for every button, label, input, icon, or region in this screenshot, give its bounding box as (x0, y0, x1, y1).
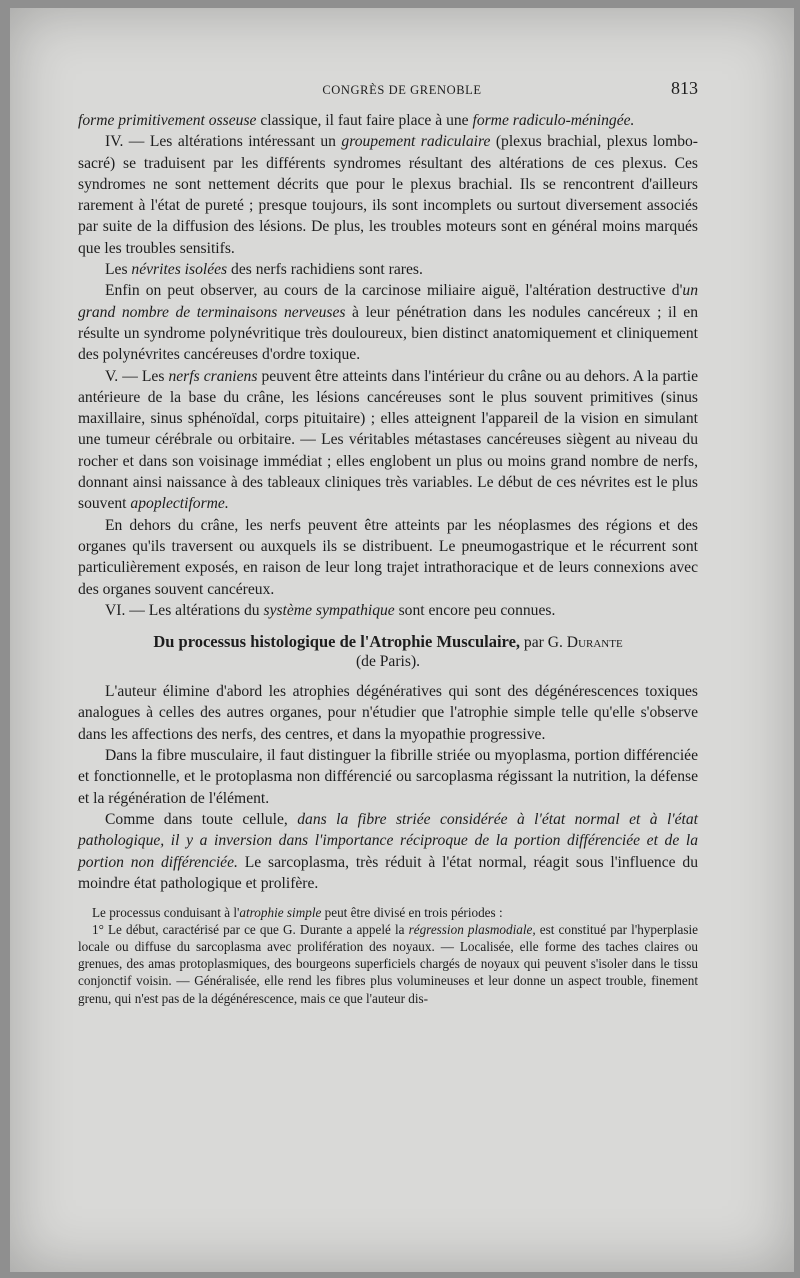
italic-phrase: groupement radiculaire (341, 133, 491, 151)
text-run: IV. — Les altérations intéressant un (105, 133, 342, 151)
text-run: peuvent être atteints dans l'intérieur du crâne ou au dehors. A la partie antérieure de la base du crâne, les lésions cancéreuses sont le plus souvent primitives (sinus maxillaire, sinus sphénoïdal, corps pituitaire) ; elles atteignent l'appareil de la vision en simulant une tumeur cérébrale ou orbitaire. — Les véritables métastases cancéreuses siègent au niveau du rocher et dans son voisinage immédiat ; elles englobent un plus ou moins grand nombre de nerfs, donnant ainsi naissance à des tableaux cliniques très variables. Le début de ces névrites est le plus souvent (78, 367, 698, 513)
paragraph (78, 809, 698, 894)
italic-phrase: un grand nombre de terminaisons nerveuses (78, 282, 698, 321)
text-run: VI. — Les altérations du (105, 601, 264, 619)
page-number: 813 (671, 78, 698, 98)
italic-phrase: système sympathique (263, 601, 395, 619)
paragraph: Dans la fibre musculaire, il faut distinguer la fibrille striée ou myoplasma, portion différenciée et fonctionnelle, et le protoplasma non différencié ou sarcoplasma régissant la nutrition, la défense et la régénération de l'élément. (78, 747, 698, 807)
paragraph (78, 600, 698, 621)
body-text (78, 110, 698, 1007)
text-run: Les (105, 261, 132, 279)
italic-phrase: atrophie simple (239, 905, 322, 921)
text-run: Enfin on peut observer, au cours de la carcinose miliaire aiguë, l'altération destructive d' (105, 282, 683, 300)
paragraph (78, 280, 698, 365)
section-affiliation: (de Paris). (355, 653, 421, 671)
italic-phrase: dans la fibre striée considérée à l'état normal et à l'état pathologique, il y a inversion dans l'importance réciproque de la portion différenciée et de la portion non différenciée. (78, 810, 698, 871)
paragraph (78, 110, 698, 131)
heading-by: par (520, 634, 548, 652)
text-run: classique, il faut faire place à une (256, 112, 473, 129)
paragraph: En dehors du crâne, les nerfs peuvent être atteints par les néoplasmes des régions et des organes qu'ils traversent ou auxquels ils se distribuent. Le pneumogastrique et le récurrent sont particulièrement exposés, en raison de leur long trajet intrathoracique et de leurs connexions avec des organes souvent cancéreux. (78, 516, 698, 598)
text-run: des nerfs rachidiens sont rares. (227, 261, 423, 279)
italic-phrase: forme radiculo-méningée. (472, 112, 635, 129)
text-run: est constitué par l'hyperplasie locale ou diffuse du sarcoplasma avec prolifération des noyaux. — Localisée, elle forme des taches claires ou grenues, des amas protoplasmiques, des bourgeons superficiels chargés de noyaux qui peuvent s'isoler dans le tissu conjonctif voisin. — Généralisée, elle rend les fibres plus volumineuses et leur donne un aspect trouble, finement grenu, qui n'est pas de la dégénérescence, mais ce que l'auteur dis- (78, 922, 698, 1006)
text-run: V. — Les (105, 367, 169, 385)
italic-phrase: névrites isolées (131, 261, 228, 279)
paragraph: L'auteur élimine d'abord les atrophies dégénératives qui sont des dégénérescences toxiques analogues à celles des autres organes, pour n'étudier que l'atrophie simple telle qu'elle s'observe dans les affections des nerfs, des centres, et dans la myopathie progressive. (78, 683, 698, 743)
running-title: CONGRÈS DE GRENOBLE (322, 83, 482, 97)
text-run: à leur pénétration dans les nodules cancéreux ; il en résulte un syndrome polynévritique très douloureux, bien distinct anatomiquement et cliniquement des polynévrites cancéreuses d'ordre toxique. (78, 303, 698, 364)
text-run: peut être divisé en trois périodes : (321, 905, 503, 921)
text-run: Le sarcoplasma, très réduit à l'état normal, réagit sous l'influence du moindre état pathologique et prolifère. (78, 853, 698, 892)
text-run: Le processus conduisant à l' (92, 905, 240, 921)
text-run: Comme dans toute cellule, (105, 810, 298, 828)
document-page (10, 8, 794, 1272)
italic-phrase: régression plasmodiale, (408, 922, 536, 938)
page-header (10, 78, 794, 102)
note-paragraph (78, 921, 698, 1006)
small-print-notes (78, 904, 698, 1007)
italic-phrase: forme primitivement osseuse (78, 112, 257, 129)
note-paragraph (78, 904, 698, 921)
text-run: 1° Le début, caractérisé par ce que G. Durante a appelé la (92, 922, 409, 938)
italic-phrase: apoplectiforme. (130, 495, 229, 513)
text-run: (plexus brachial, plexus lombo-sacré) se traduisent par les différents syndromes résultant des altérations de ces plexus. Ces syndromes ne sont nettement décrits que pour le plexus brachial. Ils se rencontrent d'ailleurs rarement à l'état de pureté ; presque toujours, ils sont incomplets ou surtout diversement associés par suite de la diffusion des lésions. De plus, les troubles moteurs sont en général moins marqués que les troubles sensitifs. (78, 133, 698, 257)
paragraph (78, 366, 698, 515)
section-title: Du processus histologique de l'Atrophie Musculaire, (153, 632, 521, 652)
italic-phrase: nerfs craniens (168, 367, 258, 385)
paragraph (78, 131, 698, 259)
section-heading (78, 632, 698, 671)
paragraph (78, 259, 698, 280)
section-author: G. Durante (547, 634, 623, 652)
text-run: sont encore peu connues. (394, 601, 556, 619)
